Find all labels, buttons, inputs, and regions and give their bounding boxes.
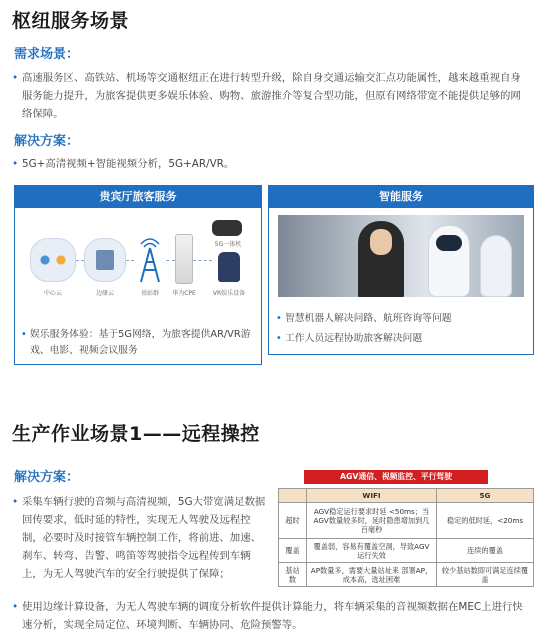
base-station-icon [132, 234, 168, 284]
cloud-device-icons [38, 252, 68, 268]
robot-face [436, 235, 462, 251]
node-label-cpe: 华为CPE [172, 290, 196, 297]
table-cell: 较少基站数即可满足连续覆盖 [437, 563, 534, 587]
solution-heading: 解决方案： [14, 134, 80, 149]
demand-text: • 高速服务区、高铁站、机场等交通枢纽正在进行转型升级，除自身交通运输交汇点功能属性，越来越重视自身服务能力提升，为旅客提供更多娱乐体验、购物、旅游推介等复合型功能，但原有网络带宽不能提供足够的网络保障。 [22, 69, 522, 123]
table-cell: 基站数 [279, 563, 307, 587]
table-cell: 超时 [279, 503, 307, 539]
section2-title: 生产作业场景1——远程操控 [12, 423, 260, 445]
link-line [166, 260, 175, 261]
section2-solution-heading: 解决方案： [14, 470, 80, 485]
table-cell: 覆盖 [279, 539, 307, 563]
agv-comparison-table [278, 488, 534, 587]
smart-service-title: 智能服务 [269, 186, 533, 208]
vip-service-bullet: • 娱乐服务体验：基于5G网络，为旅客提供AR/VR游戏、电影、视频会议服务 [30, 327, 252, 359]
person-face [370, 229, 392, 255]
network-diagram [22, 212, 254, 310]
node-label-center-cloud: 中心云 [43, 290, 62, 297]
table-cell: 连续的覆盖 [437, 539, 534, 563]
vr-all-in-one-label: 5G一体机 [214, 241, 242, 248]
table-col-header [279, 489, 307, 503]
smart-service-bullet-2: • 工作人员远程协助旅客解决问题 [285, 331, 525, 347]
cpe-device-icon [175, 234, 193, 284]
table-cell: 稳定的低时延，<20ms [437, 503, 534, 539]
link-line [193, 260, 212, 261]
node-label-vr: VR娱乐设备 [212, 290, 246, 297]
vr-headset-icon [212, 220, 242, 236]
vip-service-title: 贵宾厅旅客服务 [15, 186, 261, 208]
solution-text: • 5G+高清视频+智能视频分析，5G+AR/VR。 [22, 155, 522, 173]
section1-title: 枢纽服务场景 [12, 10, 130, 32]
table-cell: 覆盖弱，容易有覆盖空洞，导致AGV运行失效 [307, 539, 437, 563]
section2-bullet-1: • 采集车辆行驶的音频与高清视频，5G大带宽满足数据回传要求，低时延的特性，实现无人驾驶及远程控制，必要时及时接管车辆控制工作，将前进、加速、刹车、转弯、告警、鸣笛等驾驶指令远程传到车辆上，为无人驾驶汽车的安全行驶提供了保障； [22, 493, 268, 583]
table-cell: AGV稳定运行要求时延 <50ms；当AGV数量较多时，延时隐患增加到几百毫秒 [307, 503, 437, 539]
robot-figure-2 [480, 235, 512, 297]
smart-service-bullet-1: • 智慧机器人解决问路、航班咨询等问题 [285, 311, 525, 327]
server-icon [96, 250, 114, 270]
robot-photo [278, 215, 524, 297]
agv-table-header: AGV通信、视频监控、平行驾驶 [304, 470, 488, 484]
vr-chair-icon [218, 252, 240, 282]
node-label-base-station: 基站群 [140, 290, 159, 297]
table-col-header: 5G [437, 489, 534, 503]
table-col-header: WIFI [307, 489, 437, 503]
table-cell: AP数量多，需要大量站址来 部署AP，成本高，选址困难 [307, 563, 437, 587]
link-line [126, 260, 134, 261]
node-label-edge-cloud: 边缘云 [95, 290, 114, 297]
section2-bullet-2: • 使用边缘计算设备，为无人驾驶车辆的调度分析软件提供计算能力，将车辆采集的音视频数据在MEC上进行快速分析，实现全局定位、环境判断、车辆协同、危险预警等。 [22, 598, 530, 634]
demand-heading: 需求场景： [14, 47, 80, 62]
link-line [76, 260, 84, 261]
